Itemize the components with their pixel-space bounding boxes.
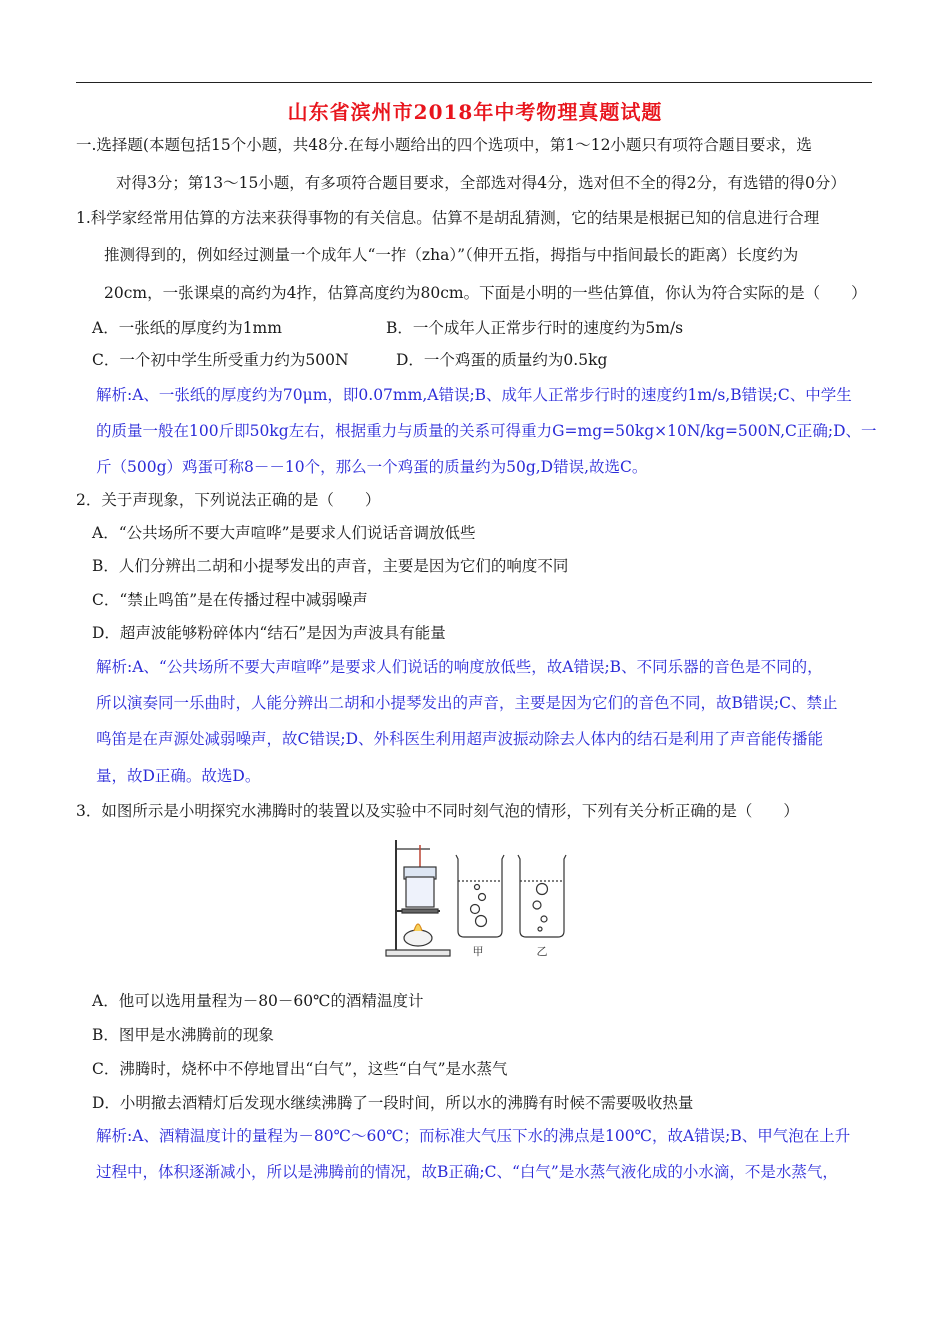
q2-option-a: A．“公共场所不要大声喧哗”是要求人们说话音调放低些 bbox=[92, 524, 476, 542]
q1-option-c: C．一个初中学生所受重力约为500N bbox=[92, 351, 349, 369]
beaker-jia-outline bbox=[456, 855, 504, 937]
q3-option-c: C．沸腾时，烧杯中不停地冒出“白气”，这些“白气”是水蒸气 bbox=[92, 1060, 508, 1078]
q2-analysis-line-2: 所以演奏同一乐曲时，人能分辨出二胡和小提琴发出的声音，主要是因为它们的音色不同，故B错误;C、禁止 bbox=[96, 694, 838, 712]
page-title: 山东省滨州市2018年中考物理真题试题 bbox=[287, 100, 663, 124]
beaker-yi bbox=[518, 855, 566, 958]
q1-option-b: B．一个成年人正常步行时的速度约为5m/s bbox=[386, 319, 684, 337]
q2-analysis-line-1: 解析:A、“公共场所不要大声喧哗”是要求人们说话的响度放低些，故A错误;B、不同乐器的音色是不同的， bbox=[96, 658, 823, 676]
section-intro-line-2: 对得3分；第13～15小题，有多项符合题目要求，全部选对得4分，选对但不全的得2分，有选错的得0分） bbox=[116, 174, 846, 192]
q2-option-c: C．“禁止鸣笛”是在传播过程中减弱噪声 bbox=[92, 591, 368, 609]
beaker-jia bbox=[456, 855, 504, 958]
apparatus-setup bbox=[386, 840, 450, 956]
alcohol-lamp bbox=[404, 930, 432, 946]
q3-analysis-line-2: 过程中，体积逐渐减小，所以是沸腾前的情况，故B正确;C、“白气”是水蒸气液化成的小水滴，不是水蒸气， bbox=[96, 1163, 838, 1181]
q1-analysis-line-3: 斤（500g）鸡蛋可称8－－10个，那么一个鸡蛋的质量约为50g,D错误,故选C。 bbox=[96, 458, 648, 476]
flame bbox=[414, 924, 422, 931]
section-intro-line-1: 一.选择题(本题包括15个小题，共48分.在每小题给出的四个选项中，第1～12小题只有项符合题目要求，选 bbox=[76, 136, 812, 154]
bubble bbox=[476, 916, 487, 927]
bubble bbox=[533, 901, 541, 909]
wire-gauze bbox=[402, 909, 438, 913]
q1-option-a: A．一张纸的厚度约为1mm bbox=[92, 319, 282, 337]
beaker bbox=[406, 877, 434, 907]
q3-option-b: B．图甲是水沸腾前的现象 bbox=[92, 1026, 274, 1044]
beaker-jia-label: 甲 bbox=[472, 945, 484, 958]
stand-base bbox=[386, 950, 450, 956]
q1-option-d: D．一个鸡蛋的质量约为0.5kg bbox=[396, 351, 608, 369]
q3-option-a: A．他可以选用量程为－80－60℃的酒精温度计 bbox=[92, 992, 424, 1010]
q3-option-d: D．小明撤去酒精灯后发现水继续沸腾了一段时间，所以水的沸腾有时候不需要吸收热量 bbox=[92, 1094, 694, 1112]
bubble bbox=[538, 927, 542, 931]
q2-option-d: D．超声波能够粉碎体内“结石”是因为声波具有能量 bbox=[92, 624, 446, 642]
q2-option-b: B．人们分辨出二胡和小提琴发出的声音，主要是因为它们的响度不同 bbox=[92, 557, 569, 575]
q1-analysis-line-1: 解析:A、一张纸的厚度约为70μm，即0.07mm,A错误;B、成年人正常步行时的速度约1m/s,B错误;C、中学生 bbox=[96, 386, 852, 404]
q1-stem-line-1: 1.科学家经常用估算的方法来获得事物的有关信息。估算不是胡乱猜测，它的结果是根据已知的信息进行合理 bbox=[76, 209, 820, 227]
q3-analysis-line-1: 解析:A、酒精温度计的量程为－80℃～60℃；而标准大气压下水的沸点是100℃，故A错误;B、甲气泡在上升 bbox=[96, 1127, 851, 1145]
q1-analysis-line-2: 的质量一般在100斤即50kg左右，根据重力与质量的关系可得重力G=mg=50kg×10N/kg=500N,C正确;D、一 bbox=[96, 422, 877, 440]
q3-stem: 3．如图所示是小明探究水沸腾时的装置以及实验中不同时刻气泡的情形，下列有关分析正确的是（ ） bbox=[76, 802, 799, 820]
q2-analysis-line-3: 鸣笛是在声源处减弱噪声，故C错误;D、外科医生利用超声波振动除去人体内的结石是利用了声音能传播能 bbox=[96, 730, 824, 748]
bubble bbox=[479, 894, 486, 901]
q2-stem: 2．关于声现象，下列说法正确的是（ ） bbox=[76, 491, 381, 509]
beaker-yi-label: 乙 bbox=[536, 945, 548, 958]
beaker-yi-outline bbox=[518, 855, 566, 937]
boiling-apparatus-figure bbox=[384, 835, 568, 963]
q1-stem-line-3: 20cm，一张课桌的高约为4拃，估算高度约为80cm。下面是小明的一些估算值，你认为符合实际的是（ ） bbox=[104, 284, 867, 302]
bubble bbox=[537, 884, 548, 895]
q2-analysis-line-4: 量，故D正确。故选D。 bbox=[96, 767, 261, 785]
bubble bbox=[541, 916, 547, 922]
header-rule bbox=[76, 82, 872, 83]
bubble bbox=[475, 885, 480, 890]
q1-stem-line-2: 推测得到的，例如经过测量一个成年人“一拃（zha）”（伸开五指，拇指与中指间最长的距离）长度约为 bbox=[104, 246, 799, 264]
bubble bbox=[471, 905, 480, 914]
